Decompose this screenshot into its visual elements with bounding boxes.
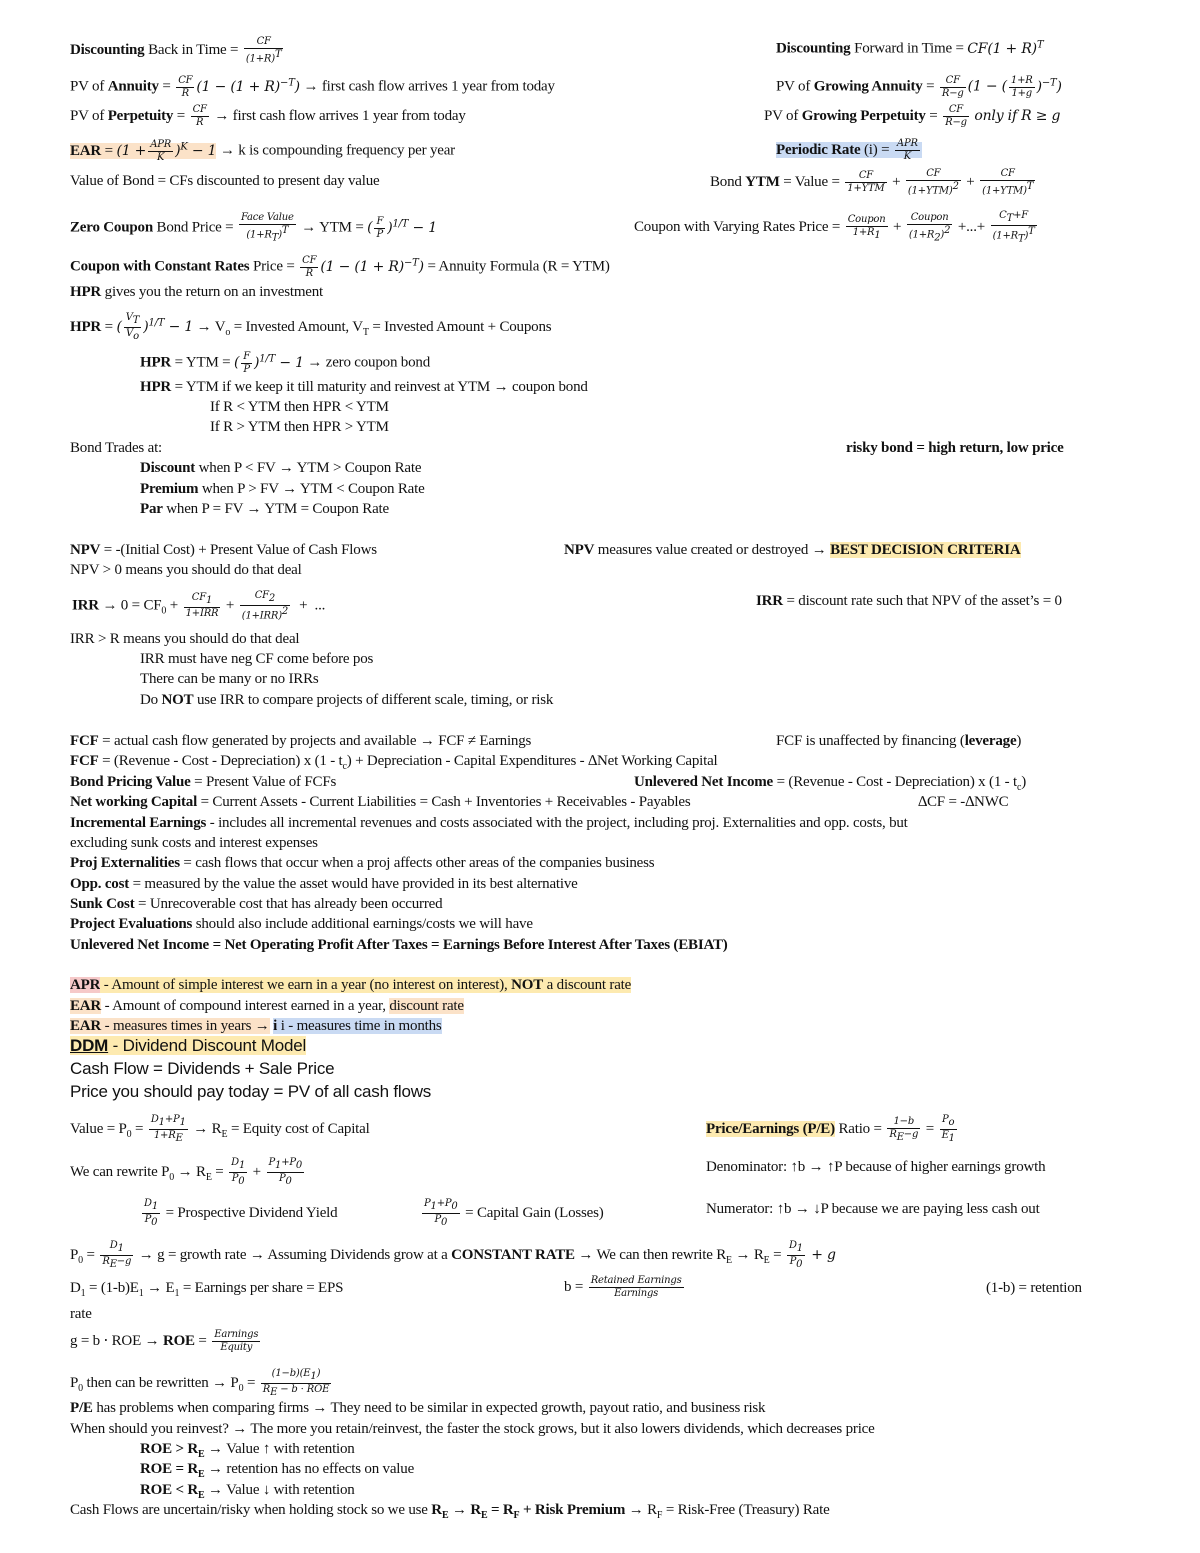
nwc: Net working Capital = Current Assets - Current Liabilities = Cash + Inventories + Receivables - Payables (70, 794, 691, 810)
rate-word: rate (70, 1306, 92, 1322)
coupon-varying-line: Coupon with Varying Rates Price = $\frac{\text{Coupon}}{1+R_1}$ + $\frac{\text{Coupon}}{(1+R_2)^2}$ +...+ $\frac{C_T+F}{(1+R_T)^T}$ (634, 210, 1035, 245)
sunk-cost: Sunk Cost = Unrecoverable cost that has already been occurred (70, 896, 443, 912)
roe-line: g = b ⋅ ROE → ROE = $\frac{\text{Earnings}}{\text{Equity}}$ (70, 1329, 259, 1353)
roe-eq: ROE = $R_E$ → retention has no effects on value (140, 1461, 415, 1480)
risky-bond: risky bond = high return, low price (846, 440, 1064, 456)
irr-gt: IRR > R means you should do that deal (70, 631, 300, 647)
discount-forward-line: Discounting Forward in Time = $CF(1 + R)^T$ (776, 39, 1044, 57)
rewrite-line: We can rewrite $P_0 \to R_E$ = $\frac{D_1}{P_0}$ + $\frac{P_1+P_0}{P_0}$ (70, 1157, 303, 1187)
irr-def: IRR = discount rate such that NPV of the asset’s = 0 (756, 593, 1062, 609)
periodic-rate-line: Periodic Rate (i) = $\frac{\text{APR}}{K}$ (776, 138, 922, 163)
price-today: Price you should pay today = PV of all cash flows (70, 1082, 432, 1101)
bond-ytm-line: Bond YTM = Value = $\frac{CF}{\text{1+YTM}}$ + $\frac{CF}{(1+YTM)^2}$ + $\frac{CF}{(1+YTM)^T}$ (710, 168, 1034, 197)
eps-line: $D_1 = (1-b)E_1 \to E_1$ = Earnings per share = EPS (70, 1280, 344, 1299)
irr-note-2: There can be many or no IRRs (140, 671, 319, 687)
hpr-coupon: HPR = YTM if we keep it till maturity and reinvest at YTM → coupon bond (140, 379, 588, 395)
roe-lt: ROE < $R_E$ → Value ↓ with retention (140, 1482, 355, 1501)
incremental: Incremental Earnings - includes all incremental revenues and costs associated with the project, including proj. Externalities and opp. costs, but (70, 815, 908, 831)
bond-pricing: Bond Pricing Value = Present Value of FCFs (70, 774, 337, 790)
npv-gt: NPV > 0 means you should do that deal (70, 562, 302, 578)
apr-line: APR - Amount of simple interest we earn in a year (no interest on interest), NOT a discount rate (70, 977, 632, 993)
fcf-unaffected: FCF is unaffected by financing (leverage) (776, 733, 1022, 749)
ddm-title: DDM - Dividend Discount Model (70, 1036, 307, 1055)
cashflow-def: Cash Flow = Dividends + Sale Price (70, 1059, 335, 1078)
cf-risky: Cash Flows are uncertain/risky when holding stock so we use $R_E \to R_E = R_F$ + Risk Premium → $R_F$ = Risk-Free (Treasury) Rate (70, 1502, 830, 1521)
denominator: Denominator: ↑b → ↑P because of higher earnings growth (706, 1159, 1046, 1175)
fcf-def: FCF = actual cash flow generated by projects and available → FCF ≠ Earnings (70, 733, 532, 749)
hpr-zero: HPR = YTM = ( $\frac{F}{P}$ )$^{1/T}$ − 1 → zero coupon bond (140, 350, 431, 375)
roe-gt: ROE > $R_E$ → Value ↑ with retention (140, 1441, 355, 1460)
ebiat: Unlevered Net Income = Net Operating Profit After Taxes = Earnings Before Interest After Taxes (EBIAT) (70, 937, 728, 953)
div-yield: $\frac{D_1}{P_0}$ = Prospective Dividend Yield (144, 1198, 338, 1228)
delta-cf: ∆CF = -∆NWC (918, 794, 1009, 810)
pv-growing-perpetuity-line: PV of Growing Perpetuity = $\frac{CF}{R-g}$ only if R ≥ g (764, 104, 1061, 128)
bond-trades: Bond Trades at: (70, 440, 163, 456)
pe-problem: P/E has problems when comparing firms → They need to be similar in expected growth, payout ratio, and business risk (70, 1400, 766, 1416)
discount-line: Discount when P < FV → YTM > Coupon Rate (140, 460, 422, 476)
npv-def: NPV = -(Initial Cost) + Present Value of Cash Flows (70, 542, 377, 558)
par-line: Par when P = FV → YTM = Coupon Rate (140, 501, 389, 517)
numerator: Numerator: ↑b → ↓P because we are paying less cash out (706, 1201, 1040, 1217)
fcf-formula: FCF = (Revenue - Cost - Depreciation) x $(1 - t_c)$ + Depreciation - Capital Expenditures - ∆Net Working Capital (70, 753, 718, 772)
value-of-bond: Value of Bond = CFs discounted to present day value (70, 173, 380, 189)
irr-formula: IRR → $0 = CF_0$ + $\frac{CF_1}{\text{1+IRR}}$ + $\frac{CF_2}{(1+IRR)^2}$ + ... (72, 590, 326, 622)
irr-note-1: IRR must have neg CF come before pos (140, 651, 374, 667)
pv-growing-annuity-line: PV of Growing Annuity = $\frac{CF}{R-g}$ (1 − ( $\frac{1+R}{1+g}$ )$^{-T}$) (776, 74, 1062, 99)
ear-line: EAR - Amount of compound interest earned in a year, discount rate (70, 998, 464, 1014)
proj-eval: Project Evaluations should also include additional earnings/costs we will have (70, 916, 533, 932)
unlevered: Unlevered Net Income = (Revenue - Cost - Depreciation) x $(1 - t_c)$ (634, 774, 1027, 793)
irr-note-3: Do NOT use IRR to compare projects of different scale, timing, or risk (140, 692, 554, 708)
if-more: If R > YTM then HPR > YTM (210, 419, 389, 435)
retention: (1-b) = retention (986, 1280, 1082, 1296)
value-p0: Value = $P_0$ = $\frac{D_1+P_1}{1+R_E}$ → $R_E$ = Equity cost of Capital (70, 1114, 370, 1144)
pv-annuity-line: PV of Annuity = $\frac{CF}{R}$ $(1 - (1 + R)^{-T})$ → first cash flow arrives 1 year from today (70, 74, 555, 99)
npv-measures: NPV measures value created or destroyed → BEST DECISION CRITERIA (564, 542, 1021, 558)
hpr-intro: HPR gives you the return on an investment (70, 284, 324, 300)
growth-line: $P_0$ = $\frac{D_1}{R_E-g}$ → g = growth rate → Assuming Dividends grow at a CONSTANT RATE → We can then rewrite $R_E \to R_E$ = $\frac{D_1}{P_0}$ + g (70, 1240, 836, 1270)
b-retained: b = $\frac{\text{Retained Earnings}}{\text{Earnings}}$ (564, 1275, 682, 1299)
incremental-2: excluding sunk costs and interest expenses (70, 835, 318, 851)
if-less: If R < YTM then HPR < YTM (210, 399, 389, 415)
p0-rewrite: $P_0$ then can be rewritten → $P_0$ = $\frac{(1-b)(E_1)}{R_E - b \cdot ROE}$ (70, 1368, 330, 1398)
ear-i-line: EAR - measures times in years → i i - measures time in months (70, 1018, 442, 1034)
pv-perpetuity-line: PV of Perpetuity = $\frac{CF}{R}$ → first cash flow arrives 1 year from today (70, 104, 466, 128)
pe-ratio: Price/Earnings (P/E) Ratio = $\frac{1-b}{R_E-g}$ = $\frac{P_o}{E_1}$ (706, 1114, 955, 1144)
reinvest: When should you reinvest? → The more you retain/reinvest, the faster the stock grows, but it also lowers dividends, which decreases price (70, 1421, 875, 1437)
cap-gain: $\frac{P_1+P_0}{P_0}$ = Capital Gain (Losses) (424, 1198, 604, 1228)
coupon-constant-line: Coupon with Constant Rates Price = $\frac{CF}{R}$ $(1 - (1 + R)^{-T})$ = Annuity Formula (R = YTM) (70, 254, 610, 279)
zero-coupon-line: Zero Coupon Bond Price = $\frac{\text{Face Value}}{(1+R_T)^T}$ → YTM = ( $\frac{F}{P}$ )$^{1/T}$ − 1 (70, 212, 438, 244)
discount-back-line: Discounting Back in Time = $\frac{CF}{(1+R)^T}$ (70, 36, 282, 65)
hpr-formula: HPR = ( $\frac{V_T}{V_o}$ )$^{1/T} - 1 \to V_o$ = Invested Amount, $V_T$ = Invested Amount + Coupons (70, 312, 552, 342)
premium-line: Premium when P > FV → YTM < Coupon Rate (140, 481, 425, 497)
ear-formula-line: EAR = (1 + $\frac{\text{APR}}{K}$ )$^K$ − 1 → k is compounding frequency per year (70, 138, 455, 163)
opp-cost: Opp. cost = measured by the value the asset would have provided in its best alternative (70, 876, 578, 892)
externalities: Proj Externalities = cash flows that occur when a proj affects other areas of the companies business (70, 855, 655, 871)
